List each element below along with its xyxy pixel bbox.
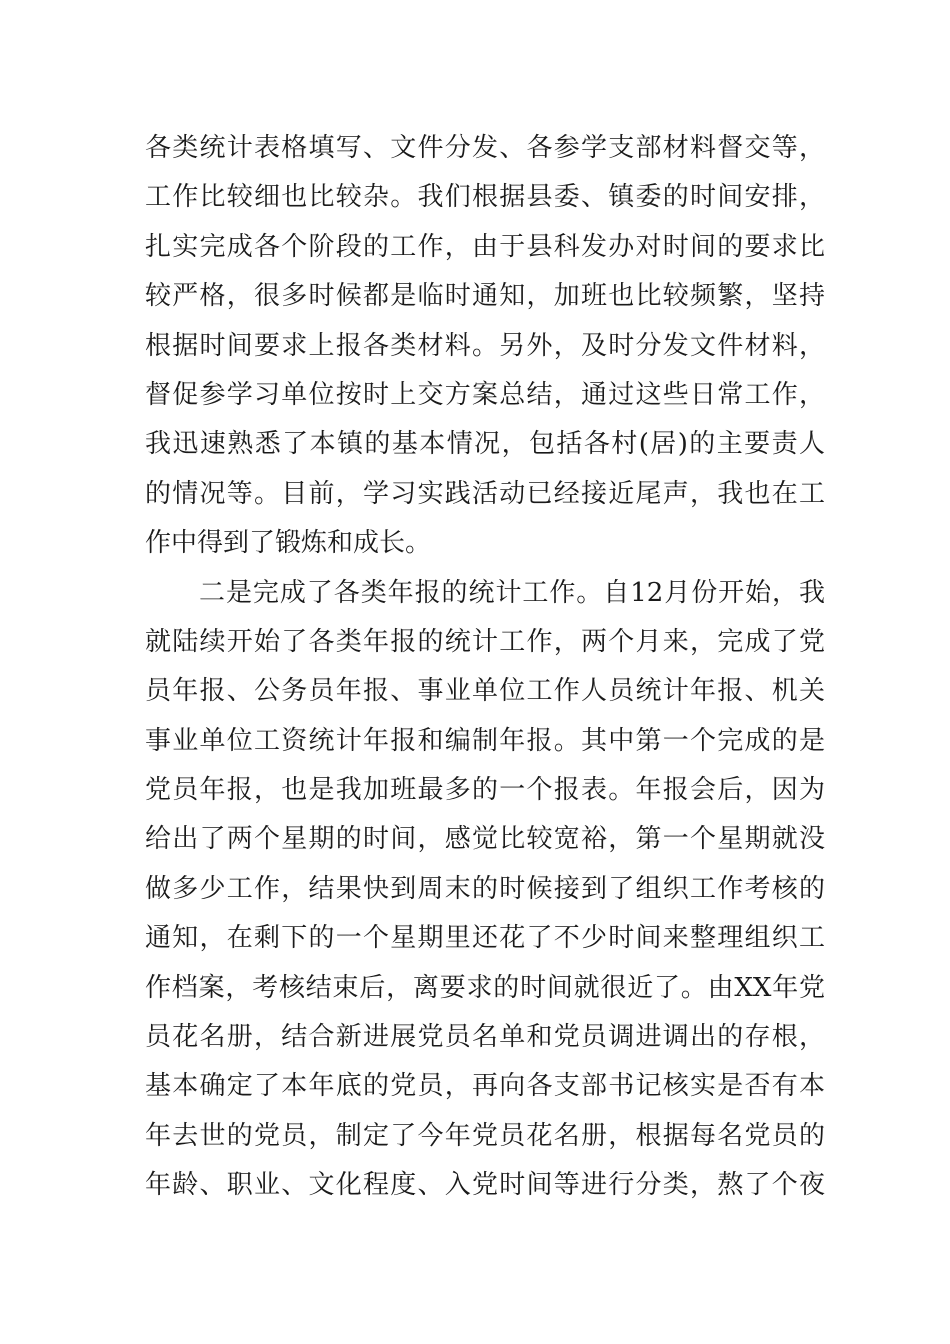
text-line: 根据时间要求上报各类材料。另外，及时分发文件材料，: [145, 330, 825, 361]
text-line: 就陆续开始了各类年报的统计工作，两个月来，完成了党: [145, 626, 825, 657]
text-line: 年去世的党员，制定了今年党员花名册，根据每名党员的: [145, 1120, 825, 1151]
text-line: 的情况等。目前，学习实践活动已经接近尾声，我也在工: [145, 478, 825, 509]
text-line: 党员年报，也是我加班最多的一个报表。年报会后，因为: [145, 775, 825, 806]
text-line: 工作比较细也比较杂。我们根据县委、镇委的时间安排，: [145, 182, 825, 213]
text-line: 作档案，考核结束后，离要求的时间就很近了。由XX年党: [145, 972, 825, 1003]
body-text: [145, 124, 825, 1211]
text-line: 做多少工作，结果快到周末的时候接到了组织工作考核的: [145, 873, 825, 904]
paragraph-start-line: 二是完成了各类年报的统计工作。自12月份开始，我: [199, 577, 825, 608]
text-line: 扎实完成各个阶段的工作，由于县科发办对时间的要求比: [145, 231, 825, 262]
text-line: 通知，在剩下的一个星期里还花了不少时间来整理组织工: [145, 923, 825, 954]
text-line: 给出了两个星期的时间，感觉比较宽裕，第一个星期就没: [145, 824, 825, 855]
text-line: 事业单位工资统计年报和编制年报。其中第一个完成的是: [145, 725, 825, 756]
text-line: 基本确定了本年底的党员，再向各支部书记核实是否有本: [145, 1071, 825, 1102]
paragraph-end-line: 作中得到了锻炼和成长。: [145, 528, 432, 559]
text-line: 员年报、公务员年报、事业单位工作人员统计年报、机关: [145, 676, 825, 707]
text-line: 督促参学习单位按时上交方案总结，通过这些日常工作，: [145, 379, 825, 410]
text-line: 各类统计表格填写、文件分发、各参学支部材料督交等，: [145, 133, 825, 163]
text-line: 较严格，很多时候都是临时通知，加班也比较频繁，坚持: [145, 281, 825, 312]
text-line: 我迅速熟悉了本镇的基本情况，包括各村(居)的主要责人: [145, 429, 825, 460]
text-line: 年龄、职业、文化程度、入党时间等进行分类，熬了个夜: [145, 1170, 825, 1201]
text-line: 员花名册，结合新进展党员名单和党员调进调出的存根，: [145, 1022, 825, 1053]
